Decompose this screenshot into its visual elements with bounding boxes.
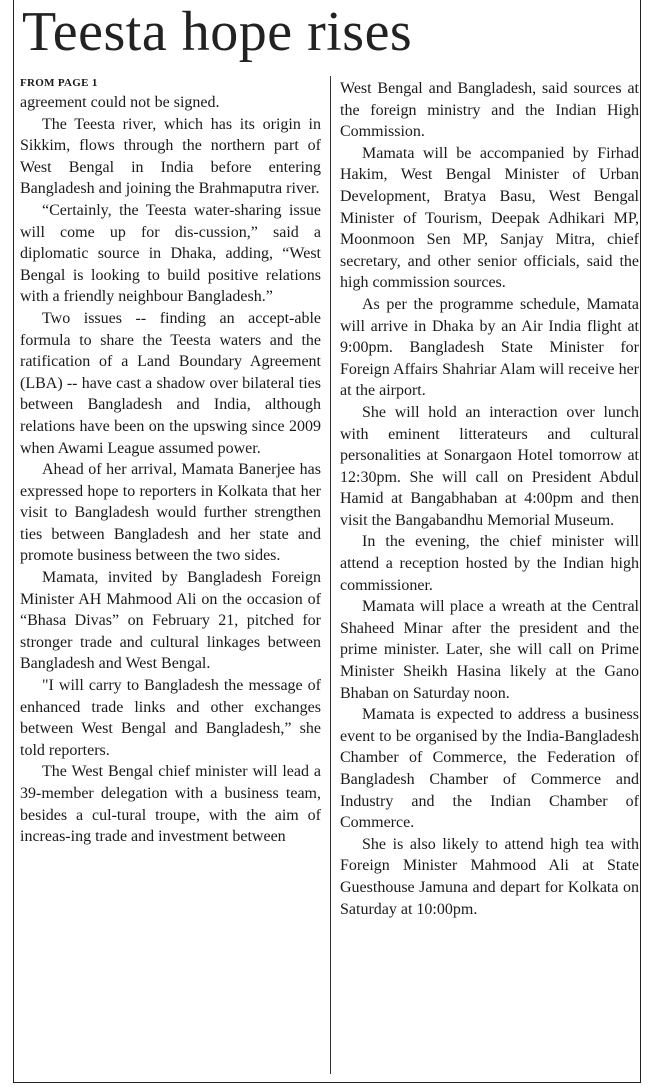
paragraph: Mamata will be accompanied by Firhad Hakim, West Bengal Minister of Urban Development, Bratya Basu, West Bengal Minister of Tourism, Deepak Adhikari MP, Moonmoon Sen MP, Sanjay Mitra, chief secretary, and other senior officials, said the high commission sources.	[340, 144, 639, 292]
paragraph: She will hold an interaction over lunch with eminent litterateurs and cultural personalities at Sonargaon Hotel tomorrow at 12:30pm. She will call on President Abdul Hamid at Bangabhaban at 4:00pm and then visit the Bangabandhu Memorial Museum.	[340, 403, 639, 529]
paragraph: West Bengal and Bangladesh, said sources at the foreign ministry and the Indian High Commission.	[340, 80, 639, 141]
paragraph: The West Bengal chief minister will lead a 39-member delegation with a business team, besides a cul-tural troupe, with the aim of increas-ing trade and investment between	[20, 763, 321, 846]
column-divider	[330, 76, 331, 1074]
paragraph: As per the programme schedule, Mamata will arrive in Dhaka by an Air India flight at 9:00pm. Bangladesh State Minister for Foreign Affairs Shahriar Alam will receive her at the airport.	[340, 295, 639, 400]
paragraph: Ahead of her arrival, Mamata Banerjee has expressed hope to reporters in Kolkata that her visit to Bangladesh would further strengthen ties between Bangladesh and her state and promote business between the two sides.	[20, 461, 321, 565]
paragraph: Mamata is expected to address a business event to be organised by the India-Bangladesh Chamber of Commerce, the Federation of Bangladesh Chamber of Commerce and Industry and the Indian Chamber of Commerce.	[340, 706, 639, 832]
paragraph: The Teesta river, which has its origin in Sikkim, flows through the northern part of West Bengal in India before entering Bangladesh and joining the Brahmaputra river.	[20, 115, 321, 198]
paragraph: “Certainly, the Teesta water-sharing issue will come up for dis-cussion,” said a diplomatic source in Dhaka, adding, “West Bengal is looking to build positive relations with a friendly neighbour Bangladesh.”	[20, 201, 321, 306]
from-page-kicker: FROM PAGE 1	[20, 77, 98, 89]
paragraph: Mamata will place a wreath at the Central Shaheed Minar after the president and the prime minister. Later, she will call on Prime Minister Sheikh Hasina likely at the Gano Bhaban on Saturday noon.	[340, 598, 639, 702]
right-column	[340, 78, 639, 920]
paragraph: In the evening, the chief minister will attend a reception hosted by the Indian high commissioner.	[340, 533, 639, 594]
headline: Teesta hope rises	[22, 1, 413, 63]
paragraph: "I will carry to Bangladesh the message of enhanced trade links and other exchanges between West Bengal and Bangladesh,” she told reporters.	[20, 677, 321, 759]
paragraph: Two issues -- finding an accept-able formula to share the Teesta waters and the ratification of a Land Boundary Agreement (LBA) -- have cast a shadow over bilateral ties between Bangladesh and India, although relations have been on the upswing since 2009 when Awami League assumed power.	[20, 309, 321, 457]
paragraph: agreement could not be signed.	[20, 94, 220, 111]
paragraph: She is also likely to attend high tea with Foreign Minister Mahmood Ali at State Guesthouse Jamuna and depart for Kolkata on Saturday at 10:00pm.	[340, 835, 639, 918]
left-column	[20, 76, 321, 848]
paragraph: Mamata, invited by Bangladesh Foreign Minister AH Mahmood Ali on the occasion of “Bhasa Divas” on February 21, pitched for stronger trade and cultural linkages between Bangladesh and West Bengal.	[20, 569, 321, 673]
